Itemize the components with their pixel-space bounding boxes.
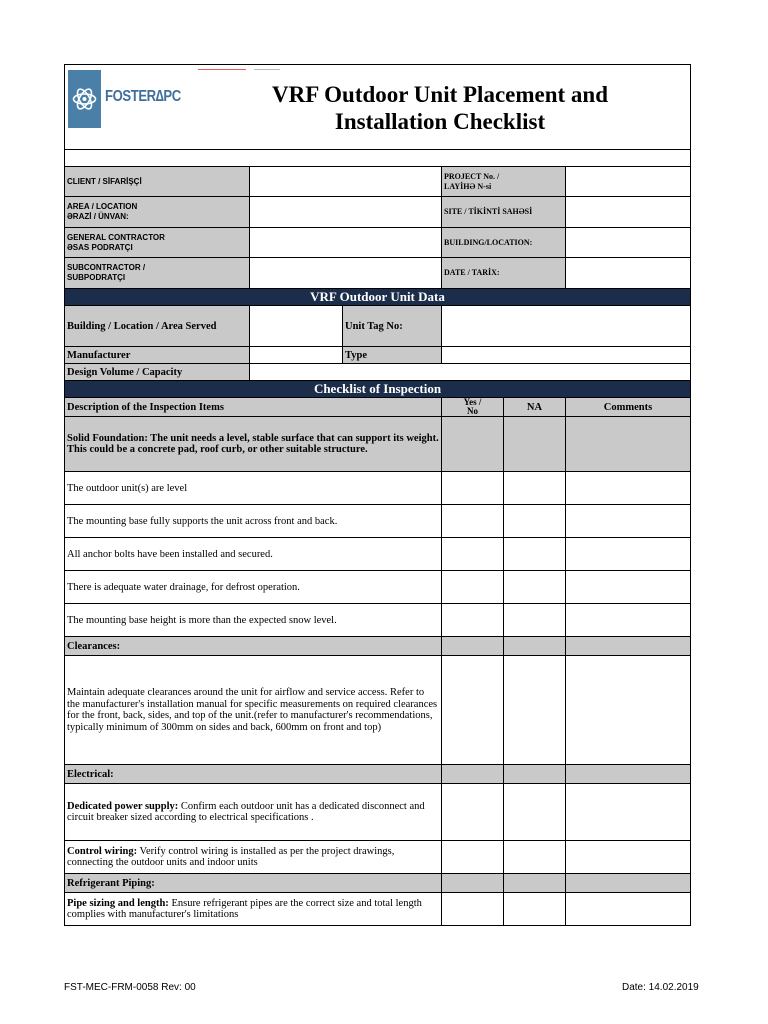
blank-row bbox=[65, 150, 691, 167]
client-label: CLIENT / SİFARİŞÇİ bbox=[65, 167, 250, 197]
comments-cell[interactable] bbox=[566, 874, 691, 893]
checklist-item: The mounting base height is more than the expected snow level. bbox=[65, 604, 442, 637]
checklist-item: The mounting base fully supports the unit across front and back. bbox=[65, 505, 442, 538]
solid-foundation-item: Solid Foundation: The unit needs a level, stable surface that can support its weight. This could be a concrete pad, roof curb, or other suitable structure. bbox=[65, 417, 442, 472]
comments-column-header: Comments bbox=[566, 398, 691, 417]
comments-cell[interactable] bbox=[566, 841, 691, 874]
checklist-item: The outdoor unit(s) are level bbox=[65, 472, 442, 505]
na-cell[interactable] bbox=[504, 765, 566, 784]
date-label: DATE / TARİX: bbox=[442, 258, 566, 289]
dedicated-power-item: Dedicated power supply: Confirm each outdoor unit has a dedicated disconnect and circuit breaker sized according to electrical specifications . bbox=[65, 784, 442, 841]
project-no-value[interactable] bbox=[566, 167, 691, 197]
title-line-2: Installation Checklist bbox=[334, 109, 546, 134]
comments-cell[interactable] bbox=[566, 637, 691, 656]
comments-cell[interactable] bbox=[566, 417, 691, 472]
na-cell[interactable] bbox=[504, 472, 566, 505]
comments-cell[interactable] bbox=[566, 893, 691, 926]
yes-no-cell[interactable] bbox=[442, 893, 504, 926]
area-value[interactable] bbox=[250, 197, 442, 228]
comments-cell[interactable] bbox=[566, 505, 691, 538]
foster-pc-logo-icon bbox=[68, 70, 101, 128]
comments-cell[interactable] bbox=[566, 472, 691, 505]
yes-no-cell[interactable] bbox=[442, 538, 504, 571]
company-logo bbox=[68, 70, 181, 128]
comments-cell[interactable] bbox=[566, 656, 691, 765]
yes-no-cell[interactable] bbox=[442, 784, 504, 841]
client-value[interactable] bbox=[250, 167, 442, 197]
yes-no-cell[interactable] bbox=[442, 571, 504, 604]
site-value[interactable] bbox=[566, 197, 691, 228]
checklist-item: All anchor bolts have been installed and secured. bbox=[65, 538, 442, 571]
date-value[interactable] bbox=[566, 258, 691, 289]
comments-cell[interactable] bbox=[566, 765, 691, 784]
comments-cell[interactable] bbox=[566, 571, 691, 604]
clearances-item: Maintain adequate clearances around the unit for airflow and service access. Refer to the manufacturer's installation manual for specific measurements on required clearances for the front, back, sides, and top of the unit.(refer to manufacturer's recommendations, typically minimum of 300mm on sides and back, 600mm on front and top) bbox=[65, 656, 442, 765]
decorative-line bbox=[254, 69, 280, 70]
na-cell[interactable] bbox=[504, 417, 566, 472]
unit-tag-label: Unit Tag No: bbox=[343, 306, 442, 347]
document-header bbox=[65, 65, 691, 150]
na-cell[interactable] bbox=[504, 893, 566, 926]
unit-data-header: VRF Outdoor Unit Data bbox=[65, 289, 691, 306]
area-label: AREA / LOCATION ƏRAZİ / ÜNVAN: bbox=[65, 197, 250, 228]
na-column-header: NA bbox=[504, 398, 566, 417]
building-served-value[interactable] bbox=[250, 306, 343, 347]
yes-no-column-header: Yes / No bbox=[442, 398, 504, 417]
na-cell[interactable] bbox=[504, 604, 566, 637]
subcontractor-label: SUBCONTRACTOR / SUBPODRATÇI bbox=[65, 258, 250, 289]
site-label: SITE / TİKİNTİ SAHƏSİ bbox=[442, 197, 566, 228]
na-cell[interactable] bbox=[504, 784, 566, 841]
manufacturer-value[interactable] bbox=[250, 347, 343, 364]
checklist-document bbox=[64, 64, 690, 926]
type-label: Type bbox=[343, 347, 442, 364]
na-cell[interactable] bbox=[504, 538, 566, 571]
general-contractor-label: GENERAL CONTRACTOR ƏSAS PODRATÇI bbox=[65, 228, 250, 258]
yes-no-cell[interactable] bbox=[442, 505, 504, 538]
yes-no-cell[interactable] bbox=[442, 637, 504, 656]
design-volume-value[interactable] bbox=[250, 364, 691, 381]
electrical-section: Electrical: bbox=[65, 765, 442, 784]
building-location-value[interactable] bbox=[566, 228, 691, 258]
na-cell[interactable] bbox=[504, 656, 566, 765]
manufacturer-label: Manufacturer bbox=[65, 347, 250, 364]
yes-no-cell[interactable] bbox=[442, 874, 504, 893]
yes-no-cell[interactable] bbox=[442, 656, 504, 765]
clearances-section: Clearances: bbox=[65, 637, 442, 656]
document-title bbox=[215, 81, 665, 135]
type-value[interactable] bbox=[442, 347, 691, 364]
checklist-item: There is adequate water drainage, for defrost operation. bbox=[65, 571, 442, 604]
footer-date: Date: 14.02.2019 bbox=[622, 982, 699, 993]
comments-cell[interactable] bbox=[566, 604, 691, 637]
logo-text: FOSTER∆PC bbox=[105, 88, 181, 105]
building-location-label: BUILDING/LOCATION: bbox=[442, 228, 566, 258]
na-cell[interactable] bbox=[504, 874, 566, 893]
checklist-header: Checklist of Inspection bbox=[65, 381, 691, 398]
form-number: FST-MEC-FRM-0058 Rev: 00 bbox=[64, 982, 196, 993]
yes-no-cell[interactable] bbox=[442, 841, 504, 874]
building-served-label: Building / Location / Area Served bbox=[65, 306, 250, 347]
control-wiring-item: Control wiring: Verify control wiring is installed as per the project drawings, connecting the outdoor units and indoor units bbox=[65, 841, 442, 874]
unit-tag-value[interactable] bbox=[442, 306, 691, 347]
yes-no-cell[interactable] bbox=[442, 765, 504, 784]
project-no-label: PROJECT No. / LAYİHƏ N-si bbox=[442, 167, 566, 197]
title-line-1: VRF Outdoor Unit Placement and bbox=[271, 82, 609, 107]
subcontractor-value[interactable] bbox=[250, 258, 442, 289]
na-cell[interactable] bbox=[504, 841, 566, 874]
pipe-sizing-item: Pipe sizing and length: Ensure refrigerant pipes are the correct size and total length complies with manufacturer's limitations bbox=[65, 893, 442, 926]
na-cell[interactable] bbox=[504, 505, 566, 538]
comments-cell[interactable] bbox=[566, 784, 691, 841]
refrigerant-section: Refrigerant Piping: bbox=[65, 874, 442, 893]
description-column-header: Description of the Inspection Items bbox=[65, 398, 442, 417]
na-cell[interactable] bbox=[504, 637, 566, 656]
checklist-form-table bbox=[64, 64, 691, 926]
yes-no-cell[interactable] bbox=[442, 417, 504, 472]
yes-no-cell[interactable] bbox=[442, 472, 504, 505]
decorative-line bbox=[198, 69, 246, 70]
comments-cell[interactable] bbox=[566, 538, 691, 571]
general-contractor-value[interactable] bbox=[250, 228, 442, 258]
na-cell[interactable] bbox=[504, 571, 566, 604]
yes-no-cell[interactable] bbox=[442, 604, 504, 637]
design-volume-label: Design Volume / Capacity bbox=[65, 364, 250, 381]
